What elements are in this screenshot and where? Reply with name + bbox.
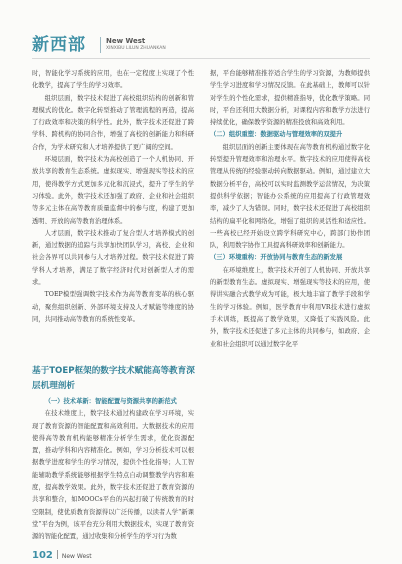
left-column-top [32,68,194,326]
subsection-heading: （一）技术革新：智能配置与资源共享的新范式 [44,398,177,405]
body-paragraph: 环境层面，数字技术为高校创造了一个人机协同、开放共享的教育生态系统。虚拟现实、增强现实等技术的应用，使得教学方式更加多元化和沉浸式，提升了学生的学习体验。此外，数字技术还加强了政府、企业和社会组织等多元主体在高等教育质量监督中的参与度，构建了更加透明、开放的高等教育治理体系。 [32,156,194,225]
footer-magazine-name: New West [61,553,92,560]
magazine-logo-cn: 新西部 [32,35,86,55]
subsection-heading: （三）环境重构：开放协同与教育生态的新发展 [210,254,343,262]
header-divider [32,58,370,59]
logo-subtitle: XINXIBU LILUN ZHUANKAN [106,46,166,51]
subsection-heading: （二）组织重塑：数据驱动与管理效率的双提升 [210,131,343,139]
body-paragraph: TOEP模型强调数字技术作为高等教育变革的核心驱动，聚焦组织创新、外部环境支持及人才赋能等维度的协同，共同推动高等教育的系统性变革。 [32,291,194,323]
footer-divider [57,550,58,559]
body-paragraph: 在技术维度上，数字技术通过构建政在学习环境，实现了教育资源的智能配置和高效利用。大数据技术的应用使得高等教育机构能够精准分析学生需求，优化资源配置，推动学科和内容精准化。例如，学习分析技术可以根据教学进度和学生的学习情况，提供个性化指导；人工智能辅助教学系统能够根据学生特点自动调整教学内容和难度，提高教学效果。此外，数字技术还促进了教育资源的共享和整合，如MOOCs平台的兴起打破了传统教育的时空限制，使优质教育资源得以广泛传播，以读者人学“新课堂”平台为例，该平台充分利用大数据技术，实现了教育资源的智能化配置，通过收集和分析学生的学习行为数 [32,410,194,541]
page-footer [32,543,92,562]
body-paragraph: 组织层面，数字技术促进了高校组织结构的创新和管理模式的优化。数字化转型推动了管理流程的再造，提高了行政效率和决策的科学性。此外，数字技术还促进了跨学科、跨机构的协同合作，增强了高校的创新能力和科研合作，为学术研究和人才培养提供了更广阔的空间。 [32,94,194,151]
body-paragraph: 时，智能化学习系统的应用，也在一定程度上实现了个性化教学，提高了学生的学习效率。 [32,70,194,90]
section-heading: 基于TOEP框架的数字技术赋能高等教育深层机理剖析 [32,366,195,391]
page-header [0,0,402,58]
left-column-bottom [32,396,194,544]
body-paragraph: 在环境维度上，数字技术开创了人机协同、开放共享的新型教育生态。虚拟现实、增强现实等技术的应用，使得讲实融合式教学成为可能，极大地丰富了教学手段和学生的学习体验。例如，医学教育中利用VR技术进行虚拟手术训练，既提高了教学效果，又降低了实践风险。此外，数字技术还促进了多元主体的共同参与，如政府、企业和社会组织可以通过数字化平 [210,266,370,348]
body-paragraph: 组织层面的创新主要体现在高等教育机构通过数字化转型提升管理效率和治理水平。数字技术的应用使得高校管理从传统的经验驱动转向数据驱动。例如，通过建立大数据分析平台，高校可以实时监测教学运营情况，为决策提供科学依据；智能办公系统的应用提高了行政管理效率，减少了人为错误。同时，数字技术还促进了高校组织结构的扁平化和网络化，增强了组织的灵活性和适应性。一些高校已经开始设立跨学科研究中心，跨部门协作团队，利用数字协作工具提高科研效率和创新能力。 [210,143,370,250]
page-number: 102 [32,550,53,561]
magazine-logo-en [100,37,166,53]
logo-en-text: New West [106,37,146,45]
body-paragraph: 人才层面，数字技术推动了复合型人才培养模式的创新，通过数据的追踪与共享加快团队学习，高校、企业和社会各界可以共同参与人才培养过程。数字技术促进了跨学科人才培养，满足了数字经济时代对创新型人才的需求。 [32,229,194,287]
body-paragraph: 据，平台能够精准推荐适合学生的学习资源，为教师提供学生学习进度和学习情况反馈。在此基础上，教师可以针对学生的个性化需求，提供精准指导，优化教学策略。同时，平台还利用大数据分析，对课程内容和教学方法进行持续优化，确保教学资源的精准投放和高效利用。 [210,70,370,127]
right-column [210,68,370,351]
